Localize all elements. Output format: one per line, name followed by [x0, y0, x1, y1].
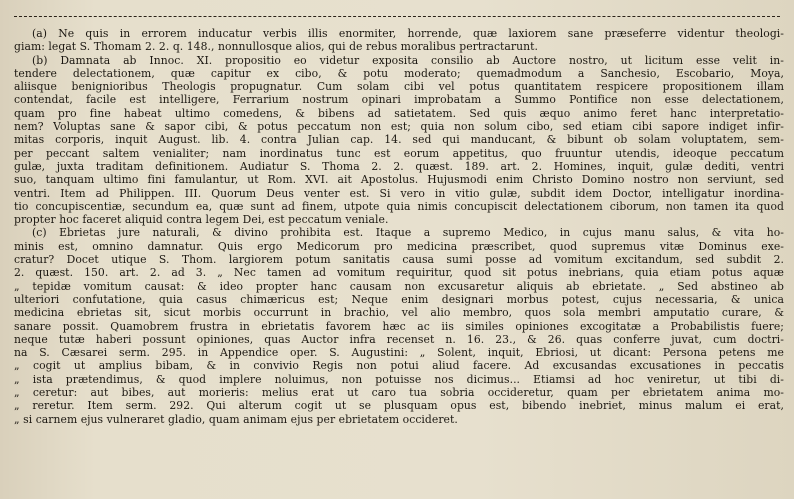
footnote-c-line: „ ista prætendimus, & quod implere noluimus, non potuisse nos dicimus... Etiamsi ad hoc veniretur, ut tibi di- [14, 372, 784, 386]
footnote-b-line: contendat, facile est intelligere, Ferrarium nostrum opinari improbatam a Summo Pontifice non esse delectationem, [14, 93, 784, 107]
footnote-c-line: „ si carnem ejus vulneraret gladio, quam animam ejus per ebrietatem occideret. [14, 412, 458, 426]
footnotes-block [14, 27, 784, 426]
footnote-c-line: 2. quæst. 150. art. 2. ad 3. „ Nec tamen ad vomitum requiritur, quod sit potus inebrians, quia etiam potus aquæ [14, 266, 784, 280]
footnote-c-line: „ cogit ut amplius bibam, & in convivio Regis non potui aliud facere. Ad excusandas excusationes in peccatis [14, 359, 784, 373]
footnote-b-line: suo, tanquam ultimo fini famulantur, ut Rom. XVI. ait Apostolus. Hujusmodi enim Christo Domino nostro non serviunt, sed [14, 173, 784, 187]
footnote-c-line: ulteriori confutatione, quia casus chimæricus est; Neque enim designari morbus potest, cujus necessaria, & unica [14, 292, 784, 306]
footnote-c-line: „ ceretur: aut bibes, aut morieris: melius erat ut caro tua sobria occideretur, quam per ebrietatem anima mo- [14, 386, 784, 400]
footnote-c-line: neque tutæ haberi possunt opiniones, quas Auctor infra recenset n. 16. 23., & 26. quas conferre juvat, cum doctri- [14, 332, 784, 346]
footnote-b-line: per peccant saltem venialiter; nam inordinatus tunc est eorum appetitus, quo fruuntur utendis, ideoque peccatum [14, 146, 784, 160]
header-dashed-rule [14, 0, 780, 17]
footnote-a-line: (a) Ne quis in errorem inducatur verbis illis enormiter, horrende, quæ laxiorem sane præseferre videntur theologi- [32, 27, 784, 40]
footnote-c-line: „ reretur. Item serm. 292. Qui alterum cogit ut se plusquam opus est, bibendo inebriet, minus malum ei erat, [14, 399, 784, 413]
footnote-b-line: tendere delectationem, quæ capitur ex cibo, & potu moderato; quemadmodum a Sanchesio, Escobario, Moya, [14, 66, 784, 80]
footnote-b-line: quam pro fine habeat ultimo comedens, & bibens ad satietatem. Sed quis æquo animo feret hanc interpretatio- [14, 106, 784, 120]
footnote-b-line: (b) Damnata ab Innoc. XI. propositio eo videtur exposita consilio ab Auctore nostro, ut licitum esse velit in- [32, 53, 784, 67]
footnote-c-line: cratur? Docet utique S. Thom. largiorem potum sanitatis causa sumi posse ad vomitum excitandum, sed subdit 2. [14, 253, 784, 267]
footnote-c-line: medicina ebrietas sit, sicut morbis occurrunt in brachio, vel alio membro, quos sola membri amputatio curare, & [14, 306, 784, 320]
footnote-b-line: nem? Voluptas sane & sapor cibi, & potus peccatum non est; quia non solum cibo, sed etiam cibi sapore indiget infir- [14, 120, 784, 134]
footnote-b-line: aliisque benignioribus Theologis propugnatur. Cum solam cibi vel potus quantitatem respicere propositionem illam [14, 80, 784, 94]
footnote-b-line: mitas corporis, inquit August. lib. 4. contra Julian cap. 14. sed qui manducant, & bibunt ob solam voluptatem, sem- [14, 133, 784, 147]
footnote-b-line: ventri. Item ad Philippen. III. Quorum Deus venter est. Si vero in vitio gulæ, subdit idem Doctor, intelligatur inordina- [14, 186, 784, 200]
footnote-c-line: minis est, omnino damnatur. Quis ergo Medicorum pro medicina præscribet, quod supremus vitæ Dominus exe- [14, 239, 784, 253]
footnote-c-line: na S. Cæsarei serm. 295. in Appendice oper. S. Augustini: „ Solent, inquit, Ebriosi, ut dicant: Persona petens me [14, 346, 784, 360]
footnote-b-line: tio concupiscentiæ, secundum ea, quæ sunt ad finem, utpote quia nimis concupiscit delectationem ciborum, non tamen ita quod [14, 199, 784, 213]
footnote-a-line: giam: legat S. Thomam 2. 2. q. 148., nonnullosque alios, qui de rebus moralibus pertractarunt. [14, 40, 539, 54]
footnote-c-line: (c) Ebrietas jure naturali, & divino prohibita est. Itaque a supremo Medico, in cujus manu salus, & vita ho- [32, 226, 784, 240]
footnote-c-line: sanare possit. Quamobrem frustra in ebrietatis favorem hæc ac iis similes opiniones excogitatæ a Probabilistis fuere; [14, 319, 784, 333]
footnote-b-line: propter hoc faceret aliquid contra legem Dei, est peccatum veniale. [14, 213, 389, 227]
footnote-c-line: „ tepidæ vomitum causat: & ideo propter hanc causam non excusaretur aliquis ab ebrietate. „ Sed abstineo ab [14, 279, 784, 293]
footnote-b-line: gulæ, juxta traditam definitionem. Audiatur S. Thoma 2. 2. quæst. 189. art. 2. Homines, inquit, gulæ dediti, ventri [14, 159, 784, 173]
